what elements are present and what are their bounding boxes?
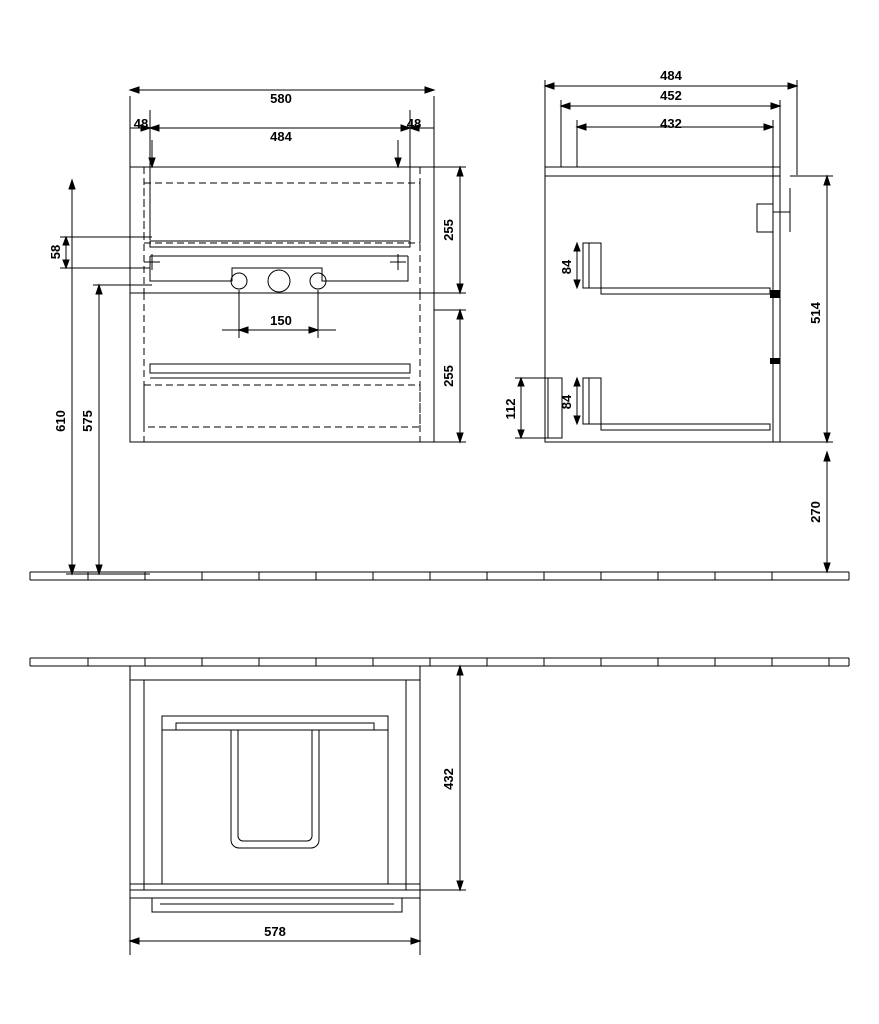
- label-484: 484: [270, 129, 292, 144]
- front-basin-area: [150, 256, 408, 281]
- side-upper-shelf: [583, 243, 770, 294]
- floor-line-lower: [30, 658, 849, 666]
- front-upper-drawer-hidden: [144, 183, 420, 243]
- label-610: 610: [53, 410, 68, 432]
- front-lower-drawer: [150, 364, 410, 378]
- label-58: 58: [48, 244, 63, 260]
- label-578-plan: 578: [264, 924, 286, 939]
- dim-452-side: [561, 100, 780, 167]
- label-575: 575: [80, 410, 95, 432]
- front-cabinet-outline: [130, 167, 434, 442]
- label-255-upper: 255: [441, 219, 456, 241]
- side-back-rail: [757, 167, 790, 442]
- label-84-lower: 84: [559, 394, 574, 410]
- dim-514-side: [780, 176, 833, 442]
- label-48-right: 48: [406, 116, 422, 131]
- front-lower-drawer-hidden: [144, 167, 420, 442]
- label-432-side: 432: [660, 116, 682, 131]
- label-112: 112: [503, 398, 518, 420]
- label-48-left: 48: [133, 116, 149, 131]
- label-514: 514: [808, 302, 823, 324]
- front-upper-drawer: [150, 241, 410, 247]
- label-84-upper: 84: [559, 259, 574, 275]
- dim-575: [93, 285, 152, 574]
- label-150: 150: [270, 313, 292, 328]
- dim-270-side: [824, 452, 830, 572]
- dim-84-lower: [574, 378, 580, 424]
- dim-58: [60, 237, 152, 268]
- plan-basin-bowl: [231, 730, 319, 848]
- label-270: 270: [808, 501, 823, 523]
- label-452-side: 452: [660, 88, 682, 103]
- floor-line-upper: [30, 572, 849, 580]
- label-255-lower: 255: [441, 365, 456, 387]
- plan-basin-outline: [162, 716, 388, 884]
- label-432-plan: 432: [441, 768, 456, 790]
- plan-front-panel: [130, 884, 420, 912]
- dim-610: [66, 180, 150, 574]
- side-cabinet-outline: [545, 167, 780, 442]
- dim-84-upper: [574, 243, 580, 288]
- plan-cabinet-outline: [130, 666, 420, 890]
- label-484-side: 484: [660, 68, 682, 83]
- tap-holes: [231, 270, 326, 292]
- side-lower-shelf: [583, 378, 770, 430]
- label-580: 580: [270, 91, 292, 106]
